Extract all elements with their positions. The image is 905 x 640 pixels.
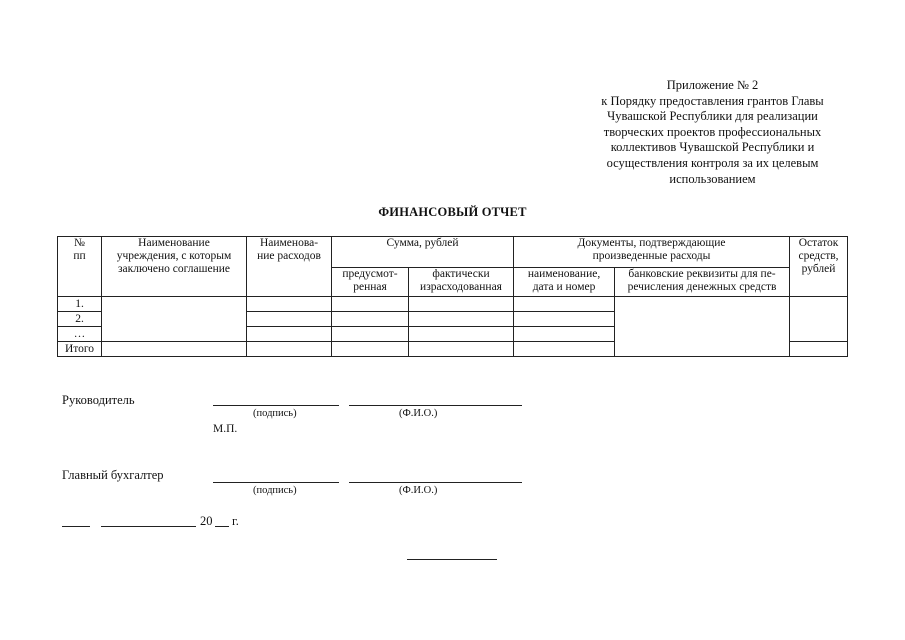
row-total-label: Итого [58,342,102,357]
appendix-note [580,78,845,187]
document-title: ФИНАНСОВЫЙ ОТЧЕТ [378,205,527,219]
header-expense: Наименова- ние расходов [247,237,332,297]
header-actual: фактически израсходованная [409,268,514,297]
appendix-line: осуществления контроля за их целевым [606,155,819,170]
table-cell [409,327,514,342]
appendix-line: Приложение № 2 [666,78,759,92]
header-docs: Документы, подтверждающие произведенные расходы [514,237,790,268]
head-signature-caption: (подпись) [253,408,297,419]
date-year-line [215,526,229,527]
balance-cell [790,297,848,342]
table-cell [102,342,247,357]
header-doc-name: наименование, дата и номер [514,268,615,297]
table-cell [514,312,615,327]
table-cell [409,312,514,327]
row-number: 1. [58,297,102,312]
header-balance: Остаток средств, рублей [790,237,848,297]
table-cell [514,297,615,312]
accountant-label: Главный бухгалтер [62,468,164,482]
header-sum: Сумма, рублей [332,237,514,268]
table-cell [514,327,615,342]
table-cell [247,342,332,357]
appendix-line: использованием [669,171,756,186]
bank-details-cell [615,297,790,357]
table-cell [332,342,409,357]
table-cell [332,297,409,312]
table-cell [514,342,615,357]
table-cell [247,297,332,312]
header-bank: банковские реквизиты для пе- речисления денежных средств [615,268,790,297]
header-planned: предусмот- ренная [332,268,409,297]
stamp-placeholder: М.П. [213,423,238,435]
head-name-line [349,405,522,406]
head-label: Руководитель [62,393,135,407]
table-cell [790,342,848,357]
financial-report-table [57,236,848,357]
head-name-caption: (Ф.И.О.) [399,408,438,419]
table-cell [409,342,514,357]
table-cell [332,312,409,327]
date-day-line [62,526,90,527]
accountant-signature-line [213,482,339,483]
accountant-name-line [349,482,522,483]
accountant-signature-caption: (подпись) [253,485,297,496]
bottom-separator [407,559,497,560]
appendix-line: к Порядку предоставления грантов Главы [601,93,824,108]
table-cell [247,312,332,327]
row-number: … [58,327,102,342]
appendix-line: коллективов Чувашской Республики и [610,140,815,155]
table-cell [332,327,409,342]
table-cell [247,327,332,342]
date-year-prefix: 20 [200,514,213,528]
accountant-name-caption: (Ф.И.О.) [399,485,438,496]
date-year-suffix: г. [232,514,239,528]
table-row [58,297,848,312]
table-cell [409,297,514,312]
header-num: № пп [58,237,102,297]
header-institution: Наименование учреждения, с которым заключено соглашение [102,237,247,297]
head-signature-line [213,405,339,406]
date-month-line [101,526,196,527]
institution-cell [102,297,247,342]
appendix-line: творческих проектов профессиональных [603,124,822,139]
appendix-line: Чувашской Республики для реализации [607,109,818,124]
row-number: 2. [58,312,102,327]
